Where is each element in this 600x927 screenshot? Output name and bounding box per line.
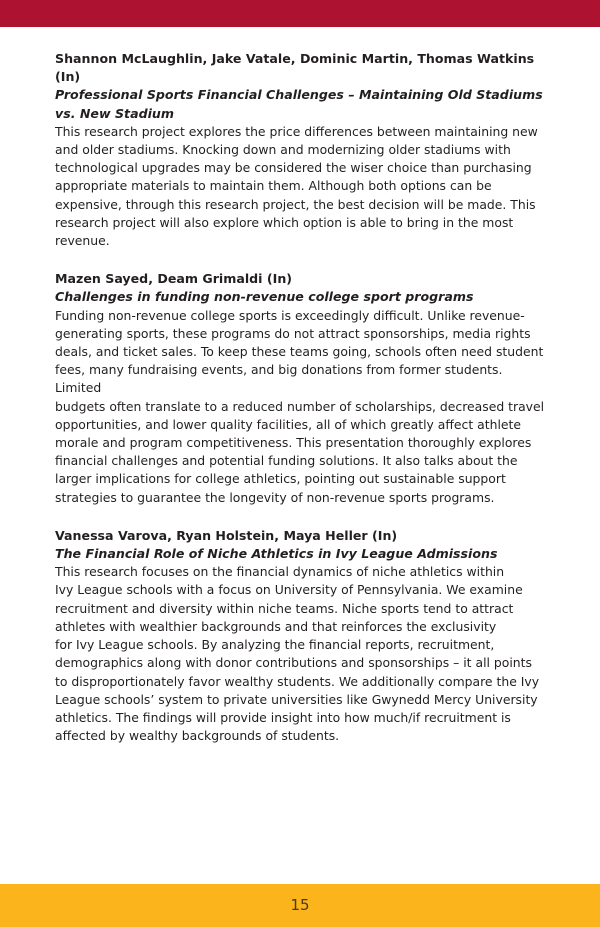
abstract-entry xyxy=(55,50,545,250)
entry-title: Challenges in funding non-revenue college sport programs xyxy=(55,289,474,305)
entry-abstract: This research project explores the price differences between maintaining new and older stadiums. Knocking down and modernizing older stadiums with technological upgrades may be considered the wiser choice than purchasing appropriate materials to maintain them. Although both options can be expensive, through this research project, the best decision will be made. This research project will also explore which option is able to bring in the most revenue. xyxy=(55,123,538,249)
top-color-band xyxy=(0,0,600,27)
entry-authors: Vanessa Varova, Ryan Holstein, Maya Heller (In) xyxy=(55,527,398,543)
entry-abstract: Funding non-revenue college sports is exceedingly difficult. Unlike revenue- generating sports, these programs do not attract sponsorships, media rights deals, and ticket sales. To keep these teams going, schools often need student fees, many fundraising events, and big donations from former students. Limited budgets often translate to a reduced number of scholarships, decreased travel opportunities, and lower quality facilities, all of which greatly affect athlete morale and program competitiveness. This presentation thoroughly explores financial challenges and potential funding solutions. It also talks about the larger implications for college athletics, pointing out sustainable support strategies to guarantee the longevity of non-revenue sports programs. xyxy=(55,307,545,505)
entry-authors: Mazen Sayed, Deam Grimaldi (In) xyxy=(55,271,293,287)
entry-abstract: This research focuses on the financial dynamics of niche athletics within Ivy League schools with a focus on University of Pennsylvania. We examine recruitment and diversity within niche teams. Niche sports tend to attract athletes with wealthier backgrounds and that reinforces the exclusivity for Ivy League schools. By analyzing the financial reports, recruitment, demographics along with donor contributions and sponsorships – it all points to disproportionately favor wealthy students. We additionally compare the Ivy League schools’ system to private universities like Gwynedd Mercy University athletics. The findings will provide insight into how much/if recruitment is affected by wealthy backgrounds of students. xyxy=(55,564,540,744)
entry-title: Professional Sports Financial Challenges – Maintaining Old Stadiums vs. New Stadium xyxy=(55,87,543,121)
abstract-entry xyxy=(55,527,545,745)
entry-title: The Financial Role of Niche Athletics in Ivy League Admissions xyxy=(55,546,498,562)
entry-authors: Shannon McLaughlin, Jake Vatale, Dominic Martin, Thomas Watkins (In) xyxy=(55,51,535,85)
abstract-entry xyxy=(55,270,545,507)
page-number: 15 xyxy=(290,896,310,914)
abstracts-list xyxy=(55,50,545,765)
